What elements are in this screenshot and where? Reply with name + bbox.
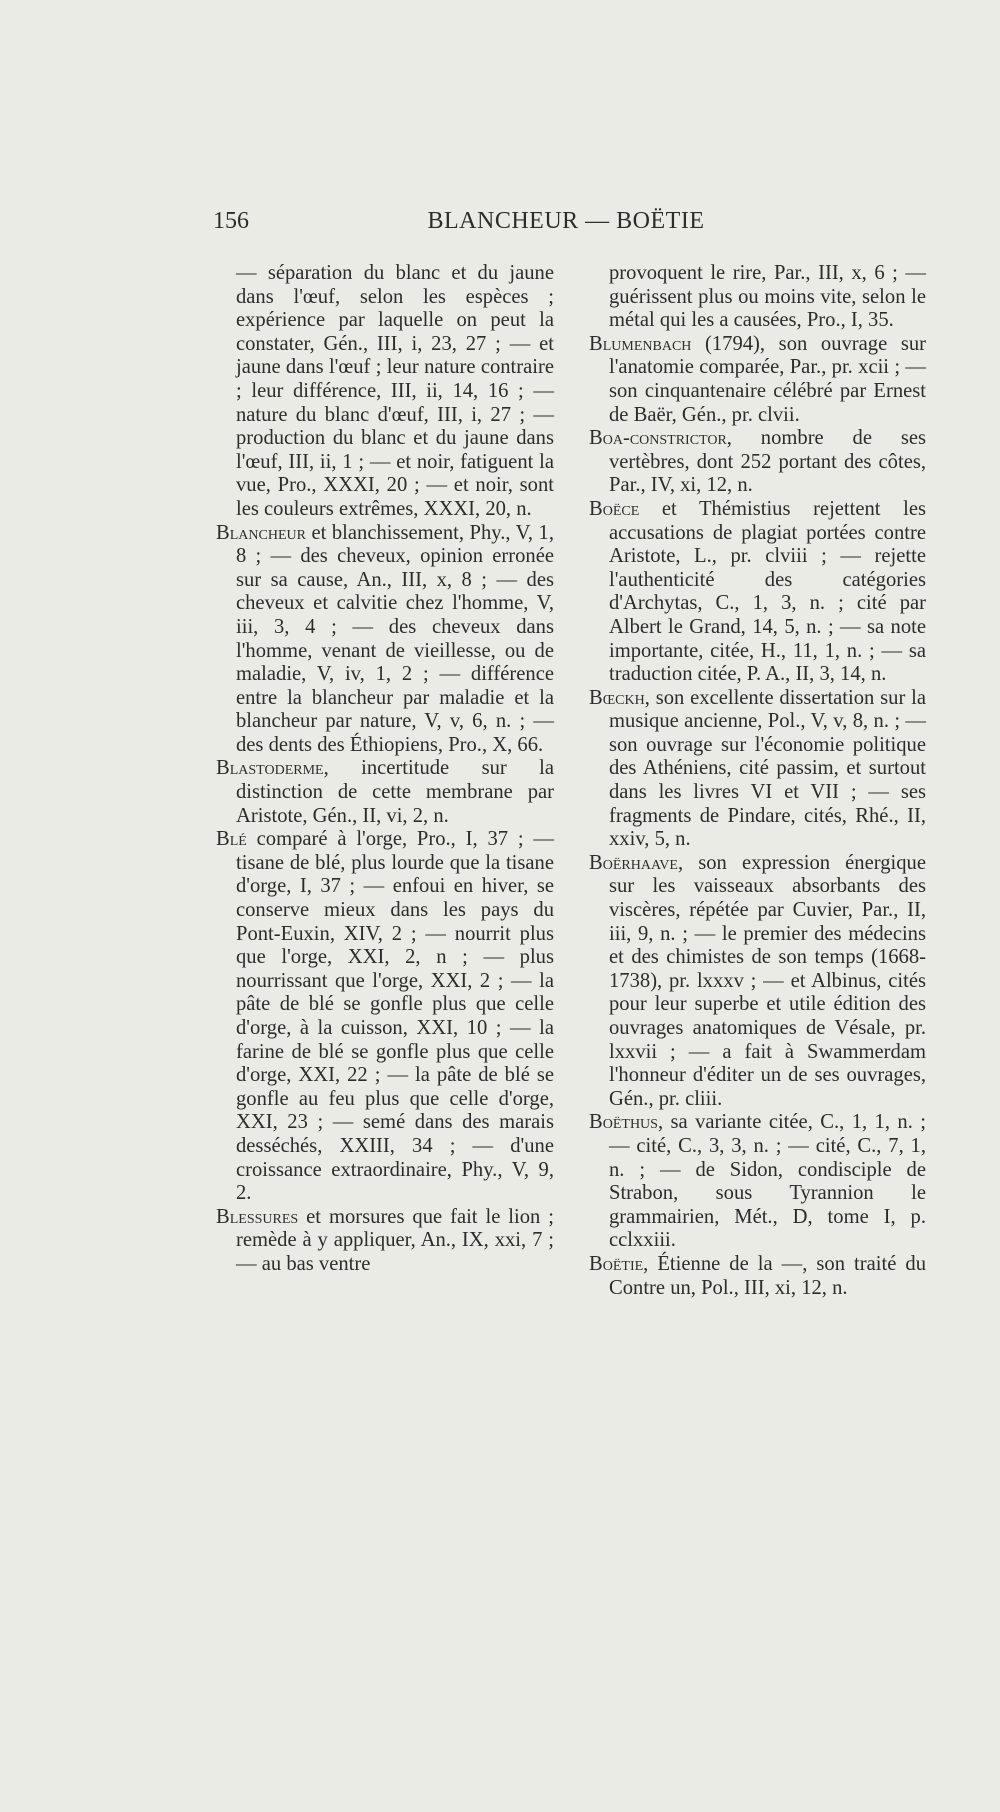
right-column: [589, 262, 926, 1300]
entry-headword: Boëthus: [589, 1111, 658, 1134]
entry-headword: Boa-constrictor: [589, 427, 727, 450]
entry-headword: Boërhaave: [589, 851, 678, 874]
index-entry: [589, 687, 926, 852]
entry-text: — séparation du blanc et du jaune dans l'œuf, selon les espèces ; expérience par laquelle on peut la constater, Gén., III, i, 23, 27 ; — et jaune dans l'œuf ; leur nature contraire ; leur différence, III, ii, 14, 16 ; — nature du blanc d'œuf, III, i, 27 ; — production du blanc et du jaune dans l'œuf, III, ii, 1 ; — et noir, fatiguent la vue, Pro., XXXI, 20 ; — et noir, sont les couleurs extrêmes, XXXI, 20, n.: [236, 262, 554, 520]
entry-headword: Blessures: [216, 1205, 299, 1228]
entry-text: et morsures que fait le lion ; remède à y appliquer, An., IX, xxi, 7 ; — au bas ventre: [236, 1205, 554, 1275]
entry-text: , Étienne de la —, son traité du Contre un, Pol., III, xi, 12, n.: [609, 1252, 926, 1299]
entry-text: et blanchissement, Phy., V, 1, 8 ; — des cheveux, opinion erronée sur sa cause, An., III, x, 8 ; — des cheveux et calvitie chez l'homme, V, iii, 3, 4 ; — des cheveux dans l'homme, venant de vieillesse, ou de maladie, V, iv, 1, 2 ; — différence entre la blancheur par maladie et la blancheur par nature, V, v, 6, n. ; — des dents des Éthiopiens, Pro., X, 66.: [236, 521, 554, 756]
entry-text: (1794), son ouvrage sur l'anatomie comparée, Par., pr. xcii ; — son cinquantenaire célébré par Ernest de Baër, Gén., pr. clvii.: [609, 332, 926, 426]
entry-headword: Boëce: [589, 497, 640, 520]
entry-text: , son excellente dissertation sur la musique ancienne, Pol., V, v, 8, n. ; — son ouvrage sur l'économie politique des Athéniens, cité passim, et surtout dans les livres VI et VII ; — ses fragments de Pindare, cités, Rhé., II, xxiv, 5, n.: [609, 686, 926, 851]
index-entry: [589, 333, 926, 427]
entry-text: et Thémistius rejettent les accusations de plagiat portées contre Aristote, L., pr. clviii ; — rejette l'authenticité des catégories d'Archytas, C., 1, 3, n. ; cité par Albert le Grand, 14, 5, n. ; — sa note importante, citée, H., 11, 1, n. ; — sa traduction citée, P. A., II, 3, 14, n.: [609, 497, 926, 686]
index-entry: [589, 498, 926, 687]
entry-text: provoquent le rire, Par., III, x, 6 ; — guérissent plus ou moins vite, selon le métal qui les a causées, Pro., I, 35.: [609, 262, 926, 332]
entry-text: , son expression énergique sur les vaisseaux absorbants des viscères, répétée par Cuvier, Par., II, iii, 9, n. ; — le premier des médecins et des chimistes de son temps (1668-1738), pr. lxxxv ; — et Albinus, cités pour leur superbe et utile édition des ouvrages anatomiques de Vésale, pr. lxxvii ; — a fait à Swammerdam l'honneur d'éditer un de ses ouvrages, Gén., pr. cliii.: [609, 851, 926, 1110]
entry-text: , incertitude sur la distinction de cette membrane par Aristote, Gén., II, vi, 2, n.: [236, 757, 554, 827]
entry-headword: Boëtie: [589, 1252, 644, 1275]
index-entry: [589, 262, 926, 333]
index-entry: [216, 1206, 554, 1277]
index-entry: [589, 1111, 926, 1253]
entry-headword: Blé: [216, 828, 247, 851]
entry-text: , sa variante citée, C., 1, 1, n. ; — cité, C., 3, 3, n. ; — cité, C., 7, 1, n. ; — de Sidon, condisciple de Strabon, sous Tyrannion le grammairien, Mét., D, tome I, p. cclxxiii.: [609, 1111, 926, 1252]
entry-text: , nombre de ses vertèbres, dont 252 portant des côtes, Par., IV, xi, 12, n.: [609, 427, 926, 497]
entry-headword: Blancheur: [216, 521, 306, 544]
left-column: [216, 262, 554, 1277]
page-header: [213, 208, 919, 242]
entry-headword: Blumenbach: [589, 332, 692, 355]
index-entry: [216, 522, 554, 758]
page-number: 156: [213, 208, 249, 234]
index-entry: [216, 828, 554, 1206]
entry-headword: Bœckh: [589, 686, 645, 709]
index-entry: [589, 1253, 926, 1300]
index-entry: [216, 757, 554, 828]
index-entry: [216, 262, 554, 522]
entry-text: comparé à l'orge, Pro., I, 37 ; — tisane de blé, plus lourde que la tisane d'orge, I, 37 ; — enfoui en hiver, se conserve mieux dans les pays du Pont-Euxin, XIV, 2 ; — nourrit plus que l'orge, XXI, 2, n ; — plus nourrissant que l'orge, XXI, 2 ; — la pâte de blé se gonfle plus que celle d'orge, à la cuisson, XXI, 10 ; — la farine de blé se gonfle plus que celle d'orge, XXI, 22 ; — la pâte de blé se gonfle au feu plus que celle d'orge, XXI, 23 ; — semé dans des marais desséchés, XXIII, 34 ; — d'une croissance extraordinaire, Phy., V, 9, 2.: [236, 828, 554, 1205]
index-entry: [589, 427, 926, 498]
running-title: BLANCHEUR — BOËTIE: [427, 208, 705, 234]
entry-headword: Blastoderme: [216, 757, 324, 780]
index-entry: [589, 852, 926, 1112]
